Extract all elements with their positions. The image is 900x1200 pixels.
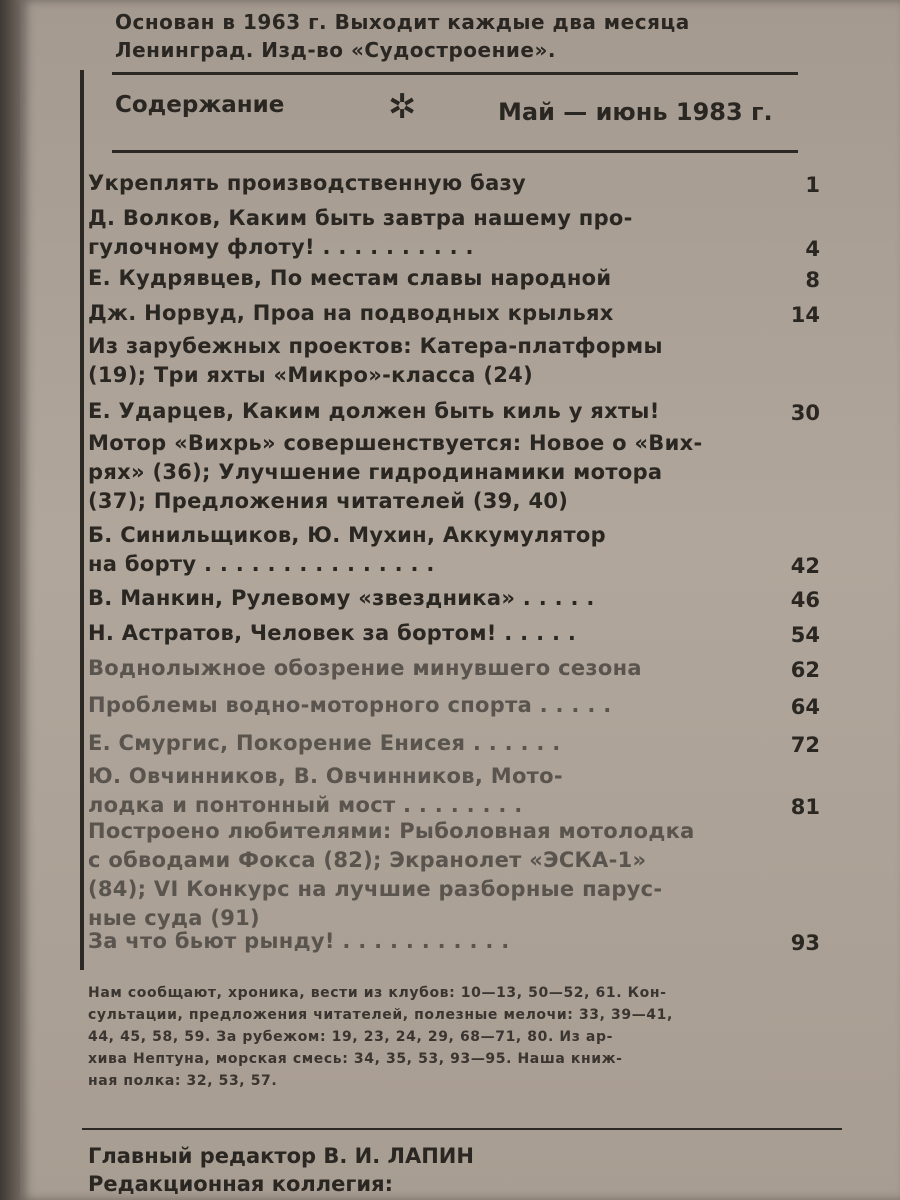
toc-entry-line: на борту . . . . . . . . . . . . . . . — [88, 552, 435, 576]
header-divider-top — [112, 72, 798, 75]
toc-page-number: 4 — [805, 237, 820, 261]
toc-page-number: 8 — [805, 268, 820, 292]
toc-entry-line: Б. Синильщиков, Ю. Мухин, Аккумулятор — [88, 523, 606, 547]
toc-page-number: 93 — [790, 931, 820, 955]
toc-entry-line: (37); Предложения читателей (39, 40) — [88, 489, 569, 513]
toc-page-number: 46 — [790, 588, 820, 612]
editorial-board: Редакционная коллегия: — [88, 1172, 393, 1196]
footer-note-line: сультации, предложения читателей, полезные мелочи: 33, 39—41, — [88, 1007, 673, 1023]
toc-entry-line: Из зарубежных проектов: Катера-платформы — [88, 334, 663, 358]
contents-title: Содержание — [115, 92, 285, 118]
toc-entry-line: (84); VI Конкурс на лучшие разборные парус- — [88, 877, 663, 901]
toc-entry-line: За что бьют рынду! . . . . . . . . . . . — [88, 929, 510, 953]
toc-page-number: 30 — [790, 401, 820, 425]
toc-entry-line: Укреплять производственную базу — [88, 171, 527, 195]
toc-entry-line: Е. Ударцев, Каким должен быть киль у яхты! — [88, 399, 660, 423]
toc-page-number: 54 — [790, 623, 820, 647]
toc-entry-line: В. Манкин, Рулевому «звездника» . . . . . — [88, 586, 595, 610]
left-bracket-line — [80, 70, 84, 970]
star-ornament-icon: ✲ — [388, 87, 417, 127]
toc-entry-line: Д. Волков, Каким быть завтра нашему про- — [88, 206, 633, 230]
magazine-page — [20, 0, 900, 1200]
header-divider-bottom — [112, 150, 798, 153]
toc-entry-line: Е. Смургис, Покорение Енисея . . . . . . — [88, 731, 561, 755]
chief-editor: Главный редактор В. И. ЛАПИН — [88, 1144, 474, 1168]
toc-entry-line: Построено любителями: Рыболовная мотолодка — [88, 819, 695, 843]
toc-page-number: 81 — [790, 795, 820, 819]
toc-page-number: 62 — [790, 658, 820, 682]
footer-notes — [88, 982, 798, 1092]
issue-date: Май — июнь 1983 г. — [498, 98, 773, 126]
toc-page-number: 42 — [790, 554, 820, 578]
toc-entry-line: Дж. Норвуд, Проа на подводных крыльях — [88, 301, 614, 325]
toc-page-number: 14 — [790, 303, 820, 327]
toc-entry-line: Е. Кудрявцев, По местам славы народной — [88, 266, 612, 290]
footer-note-line: ная полка: 32, 53, 57. — [88, 1073, 278, 1089]
toc-entry-line: ные суда (91) — [88, 906, 260, 930]
editor-divider — [82, 1128, 842, 1130]
binding-edge — [0, 0, 20, 1200]
header-publisher-line: Ленинград. Изд-во «Судостроение». — [115, 38, 556, 62]
toc-entry-line: гулочному флоту! . . . . . . . . . . — [88, 235, 474, 259]
toc-entry-line: лодка и понтонный мост . . . . . . . . — [88, 793, 523, 817]
footer-note-line: хива Нептуна, морская смесь: 34, 35, 53, 93—95. Наша книж- — [88, 1051, 623, 1067]
toc-page-number: 1 — [805, 173, 820, 197]
toc-page-number: 64 — [790, 695, 820, 719]
header-founded-line: Основан в 1963 г. Выходит каждые два месяца — [115, 10, 690, 34]
toc-entry-line: с обводами Фокса (82); Экранолет «ЭСКА-1» — [88, 848, 647, 872]
toc-page-number: 72 — [790, 733, 820, 757]
footer-note-line: Нам сообщают, хроника, вести из клубов: 10—13, 50—52, 61. Кон- — [88, 985, 667, 1001]
footer-note-line: 44, 45, 58, 59. За рубежом: 19, 23, 24, 29, 68—71, 80. Из ар- — [88, 1029, 613, 1045]
toc-entry-line: Проблемы водно-моторного спорта . . . . . — [88, 693, 612, 717]
toc-entry-line: рях» (36); Улучшение гидродинамики мотора — [88, 460, 663, 484]
toc-entry-line: Мотор «Вихрь» совершенствуется: Новое о «Вих- — [88, 431, 703, 455]
toc-entry-line: Воднолыжное обозрение минувшего сезона — [88, 656, 642, 680]
toc-entry-line: Ю. Овчинников, В. Овчинников, Мото- — [88, 764, 563, 788]
toc-entry-line: (19); Три яхты «Микро»-класса (24) — [88, 363, 533, 387]
toc-entry-line: Н. Астратов, Человек за бортом! . . . . . — [88, 621, 577, 645]
